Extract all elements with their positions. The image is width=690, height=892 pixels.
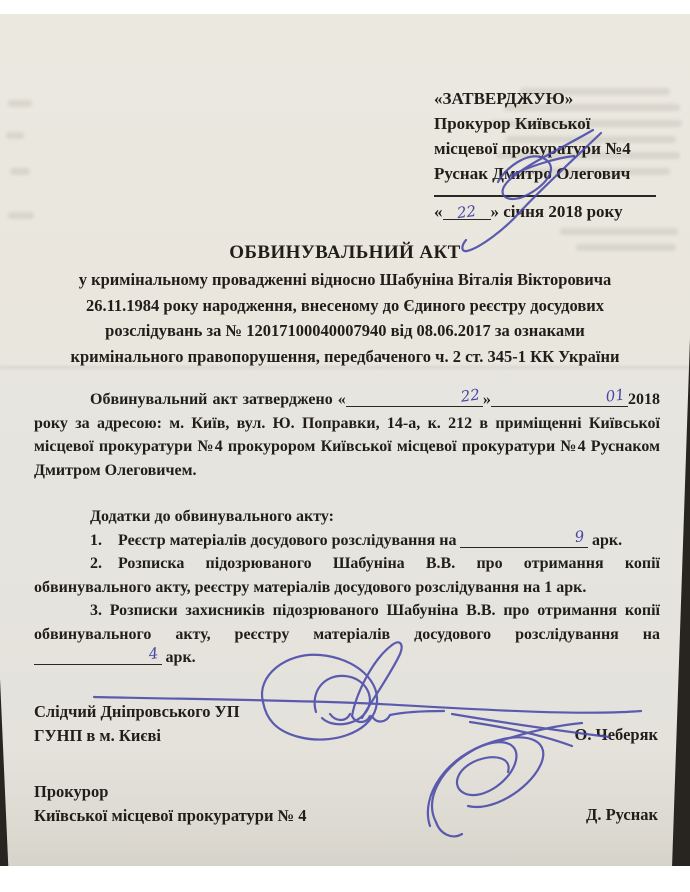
handwritten-month: 01 [604,385,626,406]
approval-date-line [434,202,690,222]
handwritten-day: 22 [455,201,478,223]
document-subtitle [24,267,666,369]
role-line: Слідчий Дніпровського УП [34,701,240,721]
document-content [0,14,690,866]
approval-line: місцевої прокуратури №4 [434,139,631,158]
subtitle-line: розслідувань за № 12017100040007940 від 08.06.2017 за ознаками [105,321,585,340]
approval-line: Прокурор Київської [434,114,591,133]
item-text: 1. Реєстр матеріалів досудового розслідування на [90,531,457,549]
role-line: ГУНП в м. Києві [34,725,162,745]
approval-line: «ЗАТВЕРДЖУЮ» [434,89,574,108]
prosecutor-role [34,780,307,828]
quote-open: « [434,202,443,221]
item-text: арк. [592,531,623,549]
investigator-name: О. Чеберяк [574,724,658,744]
prosecutor-signature-row [34,780,658,828]
approval-block [434,86,660,186]
role-line: Київської місцевої прокуратури № 4 [34,805,307,825]
subtitle-line: у кримінальному провадженні відносно Шабуніна Віталія Вікторовича [78,270,612,289]
document-title: ОБВИНУВАЛЬНИЙ АКТ [229,242,461,263]
approval-paragraph [34,385,660,482]
date-day-blank [443,201,491,223]
subtitle-line: кримінального правопорушення, передбаченого ч. 2 ст. 345-1 КК України [70,346,620,366]
handwritten-count: 4 [147,644,160,664]
subtitle-line: 26.11.1984 року народження, внесеному до Єдиного реєстру досудових [85,295,605,315]
handwritten-count: 9 [574,526,586,546]
item-text: арк. [165,649,196,666]
handwritten-day: 22 [459,385,481,406]
sheets-blank [34,644,162,665]
date-rest: » січня 2018 року [490,202,623,221]
prosecutor-name: Д. Руснак [585,804,658,824]
investigator-signature-row [34,700,658,748]
approval-line: Руснак Дмитро Олегович [434,164,631,183]
paragraph-text: » [482,391,491,408]
item-text: 3. Розписки захисників підозрюваного Шабуніна В.В. про отримання копії обвинувального акту, реєстру матеріалів досудового розслідування на [34,602,660,643]
sheets-blank [460,526,588,548]
signature-rule-line [434,195,656,197]
attachment-item-3 [34,599,660,670]
day-blank [346,385,483,407]
attachments-heading: Додатки до обвинувального акту: [90,508,334,525]
month-blank [491,385,628,407]
attachment-item-1 [34,526,660,553]
investigator-role [34,700,240,748]
attachment-item-2: 2. Розписка підозрюваного Шабуніна В.В. про отримання копії обвинувального акту, реєстру матеріалів досудового розслідування на 1 арк. [34,555,660,596]
role-line: Прокурор [34,781,109,801]
paragraph-text: Обвинувальний акт затверджено « [90,391,346,408]
paragraph-text: 2018 року за адресою: м. Київ, вул. Ю. Поправки, 14-а, к. 212 в приміщенні Київської місцевої прокуратури №4 прокурором Київської місцевої прокуратури №4 Руснаком Дмитром Олеговичем. [34,391,660,479]
